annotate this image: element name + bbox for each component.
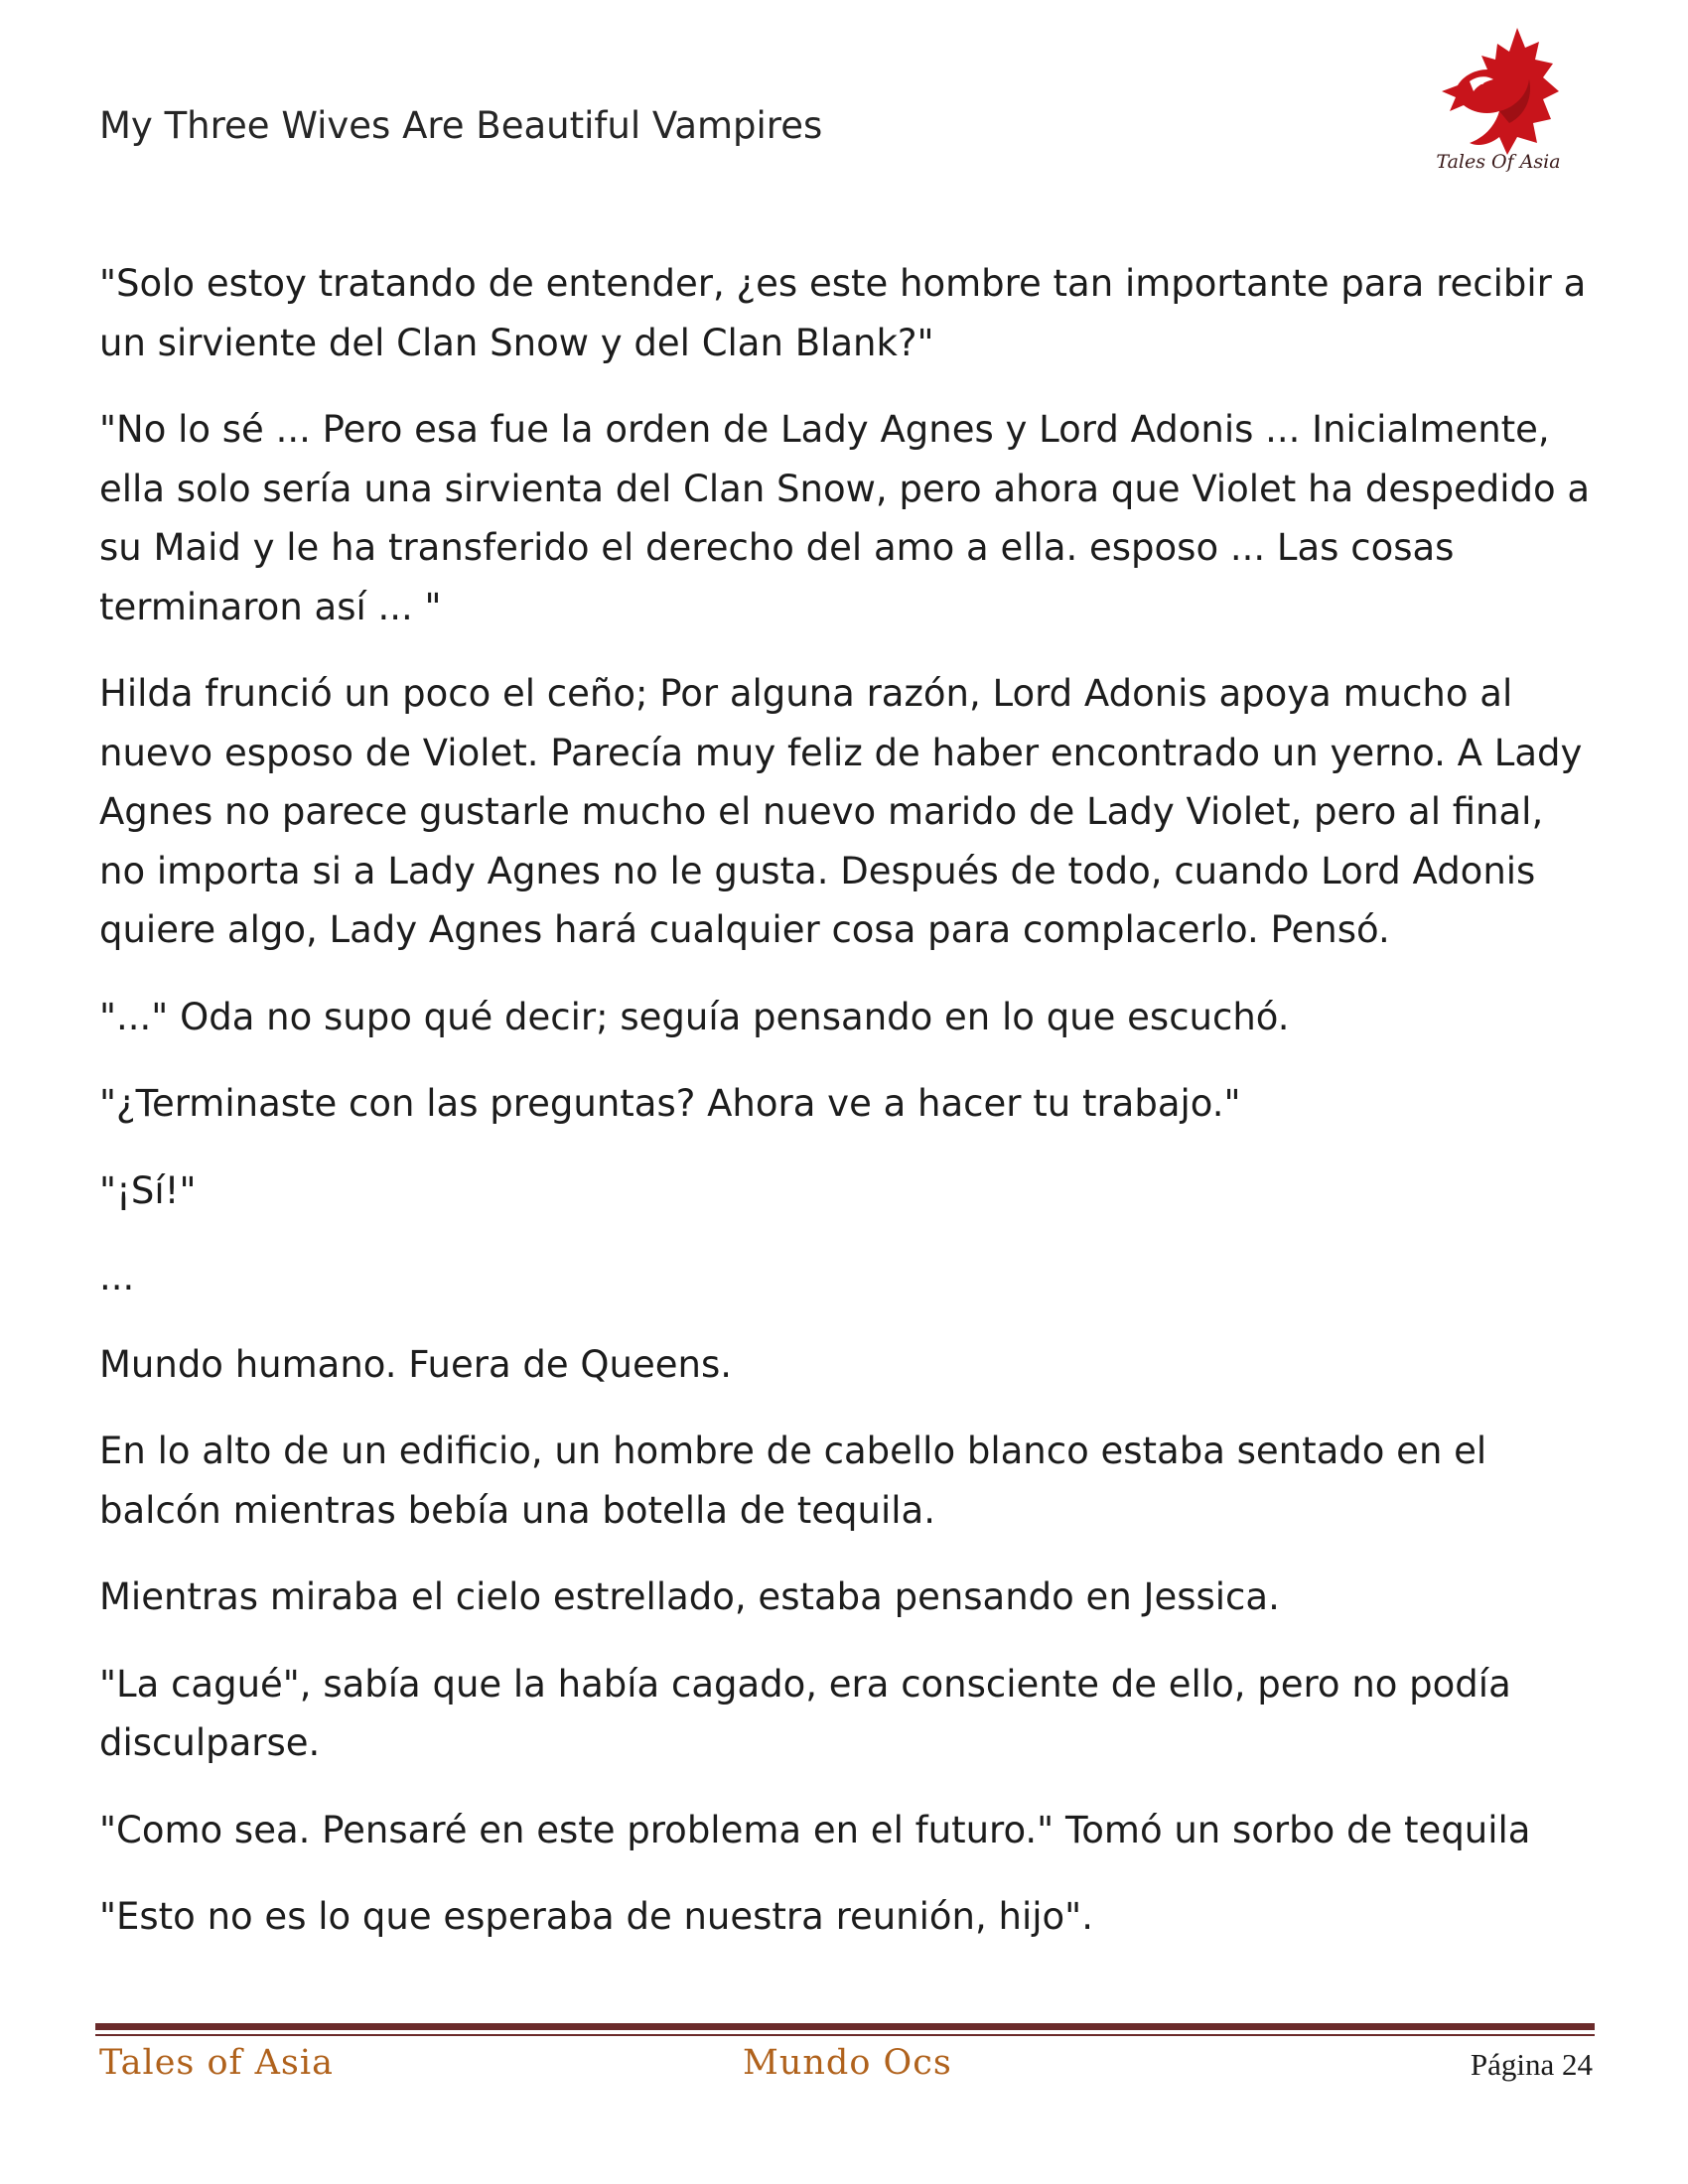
footer-publisher: Tales of Asia <box>99 2043 334 2083</box>
footer-divider-thin <box>95 2034 1595 2036</box>
paragraph: "¡Sí!" <box>99 1168 197 1212</box>
logo-text: Tales Of Asia <box>1436 151 1561 173</box>
footer-divider <box>95 2023 1595 2030</box>
paragraph: Mientras miraba el cielo estrellado, estaba pensando en Jessica. <box>99 1575 1280 1618</box>
paragraph: "Esto no es lo que esperaba de nuestra reunión, hijo". <box>99 1895 1093 1938</box>
paragraph: En lo alto de un edificio, un hombre de cabello blanco estaba sentado en el balcón mientras bebía una botella de tequila. <box>99 1430 1487 1532</box>
paragraph: "¿Terminaste con las preguntas? Ahora ve a hacer tu trabajo." <box>99 1082 1241 1125</box>
paragraph: "Como sea. Pensaré en este problema en el futuro." Tomó un sorbo de tequila <box>99 1808 1531 1851</box>
document-body <box>99 254 1599 1975</box>
page-number: Página 24 <box>1470 2047 1593 2082</box>
paragraph: ... <box>99 1256 135 1298</box>
footer-section: Mundo Ocs <box>743 2043 952 2083</box>
paragraph: Mundo humano. Fuera de Queens. <box>99 1342 733 1386</box>
paragraph: Hilda frunció un poco el ceño; Por alguna razón, Lord Adonis apoya mucho al nuevo esposo de Violet. Parecía muy feliz de haber encontrado un yerno. A Lady Agnes no parece gustarle mucho el nuevo marido de Lady Violet, pero al final, no importa si a Lady Agnes no le gusta. Después de todo, cuando Lord Adonis quiere algo, Lady Agnes hará cualquier cosa para complacerlo. Pensó. <box>99 672 1583 951</box>
paragraph: "La cagué", sabía que la había cagado, era consciente de ello, pero no podía disculparse. <box>99 1662 1511 1764</box>
paragraph: "..." Oda no supo qué decir; seguía pensando en lo que escuchó. <box>99 995 1290 1038</box>
paragraph: "Solo estoy tratando de entender, ¿es este hombre tan importante para recibir a un sirviente del Clan Snow y del Clan Blank?" <box>99 262 1587 364</box>
document-header-title: My Three Wives Are Beautiful Vampires <box>99 104 823 147</box>
paragraph: "No lo sé ... Pero esa fue la orden de Lady Agnes y Lord Adonis ... Inicialmente, ella solo sería una sirvienta del Clan Snow, pero ahora que Violet ha despedido a su Maid y le ha transferido el derecho del amo a ella. esposo ... Las cosas terminaron así ... " <box>99 408 1591 628</box>
